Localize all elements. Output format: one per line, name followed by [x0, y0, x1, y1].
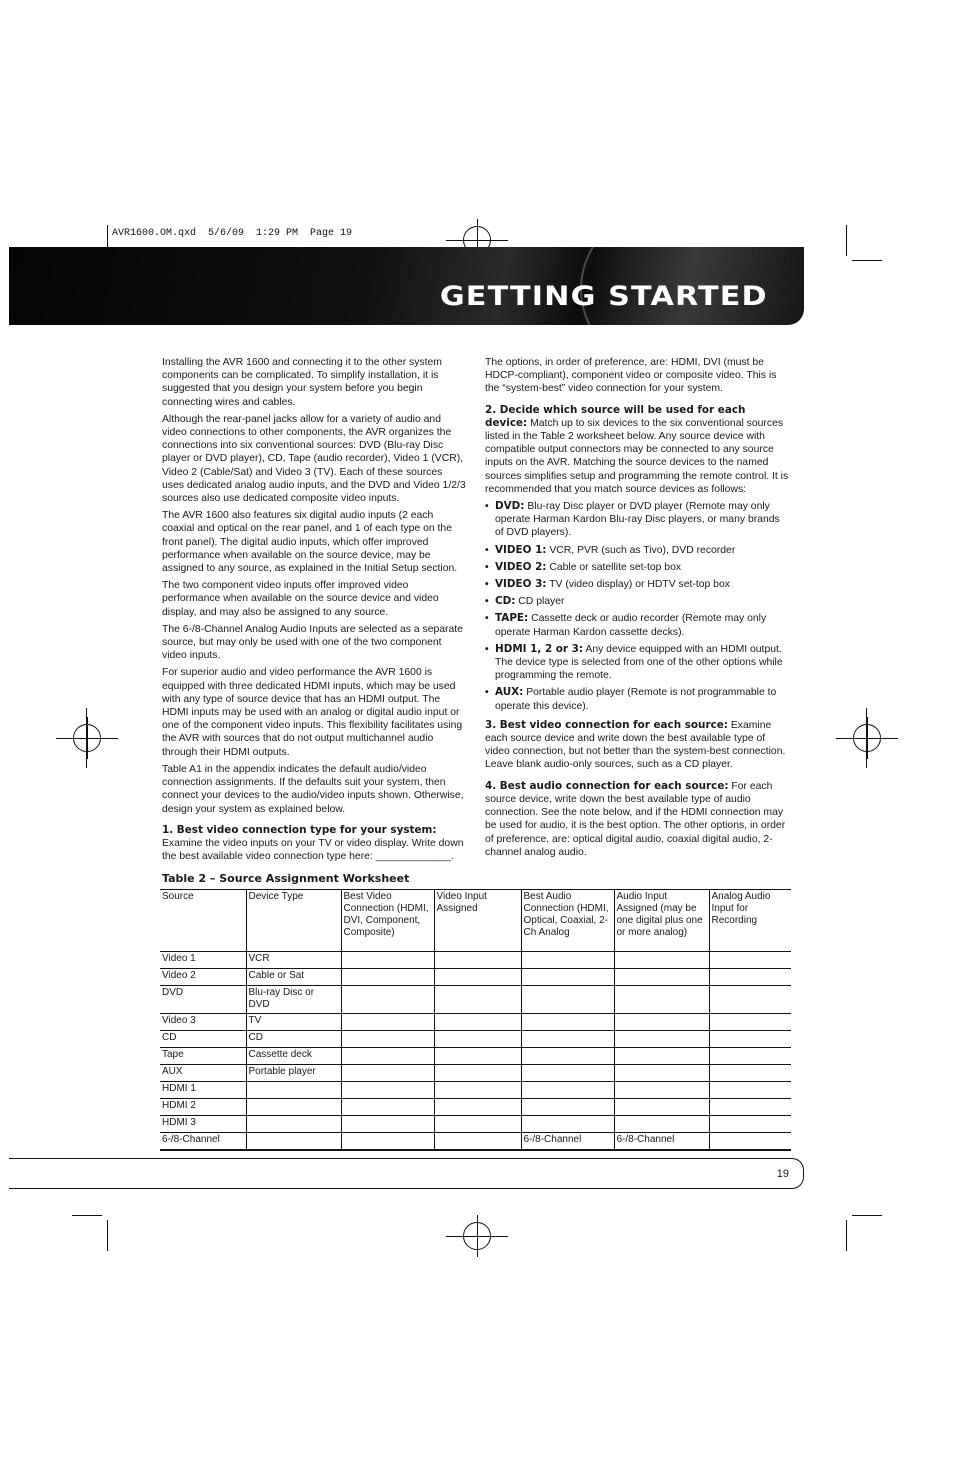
list-item-text: Portable audio player (Remote is not programmable to operate this device). [495, 687, 777, 712]
list-item-label: AUX: [495, 686, 524, 699]
list-item-text: Blu-ray Disc player or DVD player (Remote may only operate Harman Kardon Blu-ray Disc players, or many brands of DVD players). [495, 501, 780, 539]
table-cell [434, 1099, 521, 1116]
table-cell [434, 1116, 521, 1133]
list-item-label: CD: [495, 595, 516, 608]
page-footer [9, 1158, 804, 1189]
table-row [160, 1099, 791, 1116]
table-cell [709, 1116, 791, 1133]
paragraph: The 6-/8-Channel Analog Audio Inputs are selected as a separate source, but may only be used with one of the two component video inputs. [162, 623, 463, 662]
list-item [485, 612, 791, 638]
table-cell [614, 1014, 709, 1031]
list-item-text: Cassette deck or audio recorder (Remote may only operate Harman Kardon cassette decks). [495, 613, 767, 638]
step-4 [485, 780, 791, 859]
table-cell [709, 952, 791, 969]
table-row [160, 1014, 791, 1031]
page-number: 19 [776, 1168, 789, 1180]
table-cell [246, 1082, 341, 1099]
crop-mark [852, 260, 882, 261]
column-header: Source [160, 890, 246, 952]
table-cell: 6-/8-Channel [160, 1133, 246, 1151]
table-cell [434, 986, 521, 1014]
table-cell [341, 1048, 434, 1065]
table-header-row [160, 890, 791, 952]
step-3 [485, 719, 791, 772]
list-item-label: VIDEO 1: [495, 543, 547, 556]
list-item-text: VCR, PVR (such as Tivo), DVD recorder [549, 544, 736, 556]
step-2 [485, 404, 791, 496]
list-item-label: DVD: [495, 500, 525, 513]
list-item-text: TV (video display) or HDTV set-top box [549, 579, 730, 591]
table-cell: Video 3 [160, 1014, 246, 1031]
table-cell [341, 969, 434, 986]
table-cell: Blu-ray Disc or DVD [246, 986, 341, 1014]
paragraph: Installing the AVR 1600 and connecting it to the other system components can be complicated. To simplify installation, it is suggested that you design your system before you begin connecting wires and cables. [162, 357, 442, 408]
table-row [160, 1133, 791, 1151]
step-2-heading: 2. Decide which source will be used for each device: [485, 403, 746, 429]
list-item-text: Cable or satellite set-top box [549, 561, 682, 573]
table-cell: TV [246, 1014, 341, 1031]
right-column [485, 356, 791, 863]
table-cell: CD [160, 1031, 246, 1048]
table-cell [341, 952, 434, 969]
table-cell: CD [246, 1031, 341, 1048]
table-cell [614, 1048, 709, 1065]
table-cell [521, 969, 614, 986]
step-1-text: Examine the video inputs on your TV or video display. Write down the best available video connection type here: _____________. [162, 837, 464, 863]
table-cell [341, 1031, 434, 1048]
step-3-heading: 3. Best video connection for each source: [485, 718, 728, 731]
step-2-text: Match up to six devices to the six conventional sources listed in the Table 2 worksheet below. Any source device with compatible output connectors may be connected to any source inputs on the AVR. Matching the source devices to the named sources simplifies setup and programming the remote control. It is recommended that you match source devices as follows: [485, 417, 789, 495]
table-cell: Video 1 [160, 952, 246, 969]
table-row [160, 969, 791, 986]
registration-mark-icon [73, 724, 101, 752]
crop-mark [846, 1220, 847, 1251]
table-row [160, 1082, 791, 1099]
table-cell [614, 952, 709, 969]
table-cell [521, 1116, 614, 1133]
table-cell [709, 1048, 791, 1065]
table-cell [434, 1048, 521, 1065]
column-header: Best Audio Connection (HDMI, Optical, Coaxial, 2-Ch Analog [521, 890, 614, 952]
list-item [485, 544, 791, 557]
table-cell [434, 1082, 521, 1099]
table-cell [709, 986, 791, 1014]
table-cell [341, 1014, 434, 1031]
column-header: Device Type [246, 890, 341, 952]
table-cell [709, 1133, 791, 1151]
table-cell [614, 1031, 709, 1048]
list-item-text: Any device equipped with an HDMI output. The device type is selected from one of the other options while programming the remote. [495, 643, 783, 682]
table-cell [614, 1065, 709, 1082]
paragraph: The two component video inputs offer improved video performance when available on the source device and video display, and may also be assigned to any source. [162, 580, 439, 618]
list-item [485, 500, 791, 540]
column-header: Video Input Assigned [434, 890, 521, 952]
registration-mark-icon [463, 1222, 491, 1250]
list-item [485, 595, 791, 608]
table-cell [614, 1099, 709, 1116]
table-cell: 6-/8-Channel [614, 1133, 709, 1151]
section-banner [9, 247, 804, 325]
table-cell [709, 1065, 791, 1082]
table-cell [614, 969, 709, 986]
list-item-label: HDMI 1, 2 or 3: [495, 642, 584, 655]
list-item-label: VIDEO 2: [495, 560, 547, 573]
table-row [160, 1116, 791, 1133]
table-cell: HDMI 1 [160, 1082, 246, 1099]
section-title: GETTING STARTED [440, 281, 768, 312]
step-4-heading: 4. Best audio connection for each source: [485, 779, 729, 792]
table-cell [434, 1133, 521, 1151]
table-cell [614, 1082, 709, 1099]
table-cell [434, 1014, 521, 1031]
source-assignment-table [160, 889, 791, 1151]
paragraph: Although the rear-panel jacks allow for a variety of audio and video connections to other components, the AVR organizes the connections into six conventional sources: DVD (Blu-ray Disc player or DVD player), CD, Tape (audio recorder), Video 1 (VCR), Video 2 (Cable/Sat) and Video 3 (TV). Each of these sources uses dedicated analog audio inputs, and the DVD and Video 1/2/3 sources also use dedicated composite video inputs. [162, 413, 466, 505]
registration-mark-icon [853, 724, 881, 752]
paragraph: The AVR 1600 also features six digital audio inputs (2 each coaxial and optical on the rear panel, and 1 of each type on the front panel). The digital audio inputs, which offer improved performance when available on the source device, may be assigned to any source, as explained in the Initial Setup section. [162, 510, 458, 575]
table-cell [521, 1099, 614, 1116]
table-cell [246, 1099, 341, 1116]
table-cell [521, 1048, 614, 1065]
source-list [485, 500, 791, 713]
list-item-label: TAPE: [495, 612, 529, 625]
table-cell [521, 1065, 614, 1082]
table-cell [614, 1116, 709, 1133]
table-cell [709, 1031, 791, 1048]
table-cell [709, 969, 791, 986]
step-1-heading: 1. Best video connection type for your system: [162, 823, 437, 836]
crop-mark [107, 1220, 108, 1251]
table-cell: Portable player [246, 1065, 341, 1082]
table-row [160, 1048, 791, 1065]
table-caption: Table 2 – Source Assignment Worksheet [162, 872, 410, 885]
table-cell [521, 1082, 614, 1099]
step-3-text: Examine each source device and write down the best available type of video connection, but not better than the system-best connection. Leave blank audio-only sources, such as a CD player. [485, 719, 786, 771]
table-cell [521, 1014, 614, 1031]
column-header: Audio Input Assigned (may be one digital plus one or more analog) [614, 890, 709, 952]
table-cell: DVD [160, 986, 246, 1014]
table-cell: VCR [246, 952, 341, 969]
column-header: Best Video Connection (HDMI, DVI, Component, Composite) [341, 890, 434, 952]
step-4-text: For each source device, write down the best available type of audio connection. See the note below, and if the HDMI connection may be used for audio, it is the best option. The other options, in order of preference, are: optical digital audio, coaxial digital audio, 2-channel analog audio. [485, 780, 786, 858]
table-cell: Tape [160, 1048, 246, 1065]
list-item [485, 686, 791, 712]
print-slug: AVR1600.OM.qxd 5/6/09 1:29 PM Page 19 [112, 228, 353, 239]
crop-mark [852, 1215, 882, 1216]
table-cell [341, 1082, 434, 1099]
table-cell [341, 986, 434, 1014]
table-cell [341, 1133, 434, 1151]
table-cell [434, 1031, 521, 1048]
table-cell [341, 1099, 434, 1116]
paragraph: Table A1 in the appendix indicates the default audio/video connection assignments. If the defaults suit your system, then connect your devices to the audio/video inputs shown. Otherwise, design your system as explained below. [162, 763, 464, 815]
table-cell [341, 1065, 434, 1082]
table-cell [434, 952, 521, 969]
table-row [160, 1031, 791, 1048]
table-cell [521, 986, 614, 1014]
table-cell [709, 1082, 791, 1099]
table-cell [709, 1099, 791, 1116]
paragraph: For superior audio and video performance the AVR 1600 is equipped with three dedicated HDMI inputs, which may be used with any type of source device that has an HDMI output. The HDMI inputs may be used with an analog or digital audio input or one of the component video inputs. This flexibility facilitates using the AVR with sources that do not output multichannel audio through their HDMI outputs. [162, 667, 463, 758]
table-cell [521, 952, 614, 969]
list-item [485, 578, 791, 591]
list-item [485, 561, 791, 574]
table-cell: 6-/8-Channel [521, 1133, 614, 1151]
table-cell [341, 1116, 434, 1133]
table-cell [709, 1014, 791, 1031]
table-cell: HDMI 3 [160, 1116, 246, 1133]
table-cell [614, 986, 709, 1014]
table-row [160, 952, 791, 969]
table-cell: Cable or Sat [246, 969, 341, 986]
crop-mark [72, 1215, 102, 1216]
table-cell [521, 1031, 614, 1048]
table-cell [246, 1116, 341, 1133]
left-column [162, 356, 467, 867]
step-1 [162, 824, 467, 864]
list-item [485, 643, 791, 683]
list-item-label: VIDEO 3: [495, 578, 547, 591]
paragraph: The options, in order of preference, are: HDMI, DVI (must be HDCP-compliant), component video or composite video. This is the “system-best” video connection for your system. [485, 357, 777, 395]
table-cell: Cassette deck [246, 1048, 341, 1065]
list-item-text: CD player [518, 596, 565, 608]
column-header: Analog Audio Input for Recording [709, 890, 791, 952]
table-cell: Video 2 [160, 969, 246, 986]
table-cell [246, 1133, 341, 1151]
table-row [160, 1065, 791, 1082]
table-cell [434, 1065, 521, 1082]
table-cell [434, 969, 521, 986]
table-cell: HDMI 2 [160, 1099, 246, 1116]
table-row [160, 986, 791, 1014]
table-cell: AUX [160, 1065, 246, 1082]
crop-mark [846, 225, 847, 256]
